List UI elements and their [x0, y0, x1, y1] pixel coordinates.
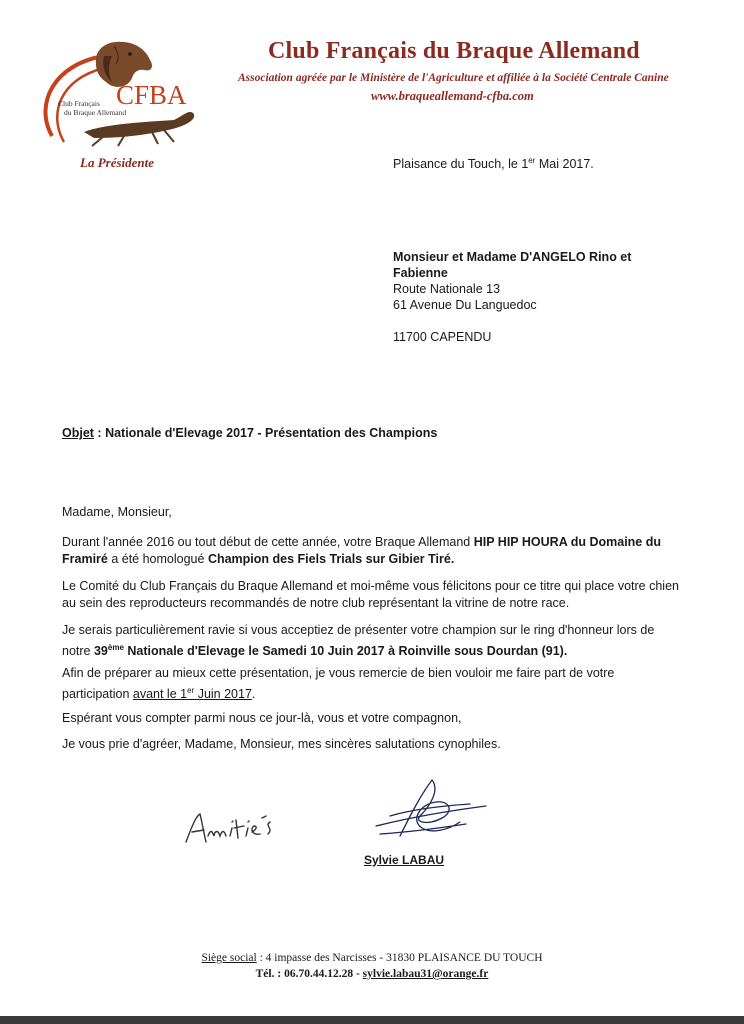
recipient-city: 11700 CAPENDU — [393, 330, 492, 344]
footer-email-link[interactable]: sylvie.labau31@orange.fr — [362, 968, 489, 980]
paragraph-2: Le Comité du Club Français du Braque Allemand et moi-même vous félicitons pour ce titre qui place votre chien au sein des reproducteurs recommandés de notre club représentant la vitrine de notre race. — [62, 579, 679, 610]
svg-text:du Braque Allemand: du Braque Allemand — [64, 108, 127, 117]
paragraph-1: Durant l'année 2016 ou tout début de cette année, votre Braque Allemand HIP HIP HOURA du Domaine du Framiré a été homologué Champion des Fiels Trials sur Gibier Tiré. — [62, 535, 662, 566]
recipient-name-line1: Monsieur et Madame D'ANGELO Rino et — [393, 250, 632, 264]
letter-date: Plaisance du Touch, le 1er Mai 2017. — [393, 156, 594, 172]
recipient-name-line2: Fabienne — [393, 266, 448, 280]
running-dog-icon — [84, 112, 194, 146]
paragraph-3: Je serais particulièrement ravie si vous acceptiez de présenter votre champion sur le ring d'honneur lors de notre 39ème Nationale d'Elevage le Samedi 10 Juin 2017 à Roinville sous Dourdan (91). — [62, 623, 655, 659]
salutation: Madame, Monsieur, — [62, 505, 172, 519]
signature — [370, 776, 494, 848]
footer-phone: 06.70.44.12.28 — [284, 968, 354, 980]
subject-line: Objet : Nationale d'Elevage 2017 - Présentation des Champions — [62, 426, 438, 440]
subject-text: Nationale d'Elevage 2017 - Présentation des Champions — [105, 426, 438, 440]
paragraph-6: Je vous prie d'agréer, Madame, Monsieur, mes sincères salutations cynophiles. — [62, 737, 501, 751]
club-affiliation: Association agréée par le Ministère de l'Agriculture et affiliée à la Société Centrale Canine — [238, 72, 669, 84]
subject-label: Objet — [62, 426, 94, 440]
signer-name: Sylvie LABAU — [364, 853, 445, 867]
handwritten-amities — [182, 806, 278, 852]
sender-role: La Présidente — [80, 155, 155, 170]
svg-text:Club Français: Club Français — [58, 99, 100, 108]
club-name: Club Français du Braque Allemand — [268, 38, 640, 64]
footer-address: Siège social : 4 impasse des Narcisses - 31830 PLAISANCE DU TOUCH — [201, 952, 543, 964]
paragraph-5: Espérant vous compter parmi nous ce jour-là, vous et votre compagnon, — [62, 711, 462, 725]
paragraph-4: Afin de préparer au mieux cette présentation, je vous remercie de bien vouloir me faire part de votre participation avant le 1er Juin 2017. — [62, 666, 615, 702]
recipient-street2: 61 Avenue Du Languedoc — [393, 298, 537, 312]
recipient-street1: Route Nationale 13 — [393, 282, 501, 296]
club-website: www.braqueallemand-cfba.com — [371, 89, 534, 103]
footer-contact: Tél. : 06.70.44.12.28 - sylvie.labau31@orange.fr — [255, 968, 489, 980]
scan-edge — [0, 1016, 744, 1024]
logo-text: CFBA — [116, 80, 187, 110]
cfba-logo — [34, 34, 219, 149]
